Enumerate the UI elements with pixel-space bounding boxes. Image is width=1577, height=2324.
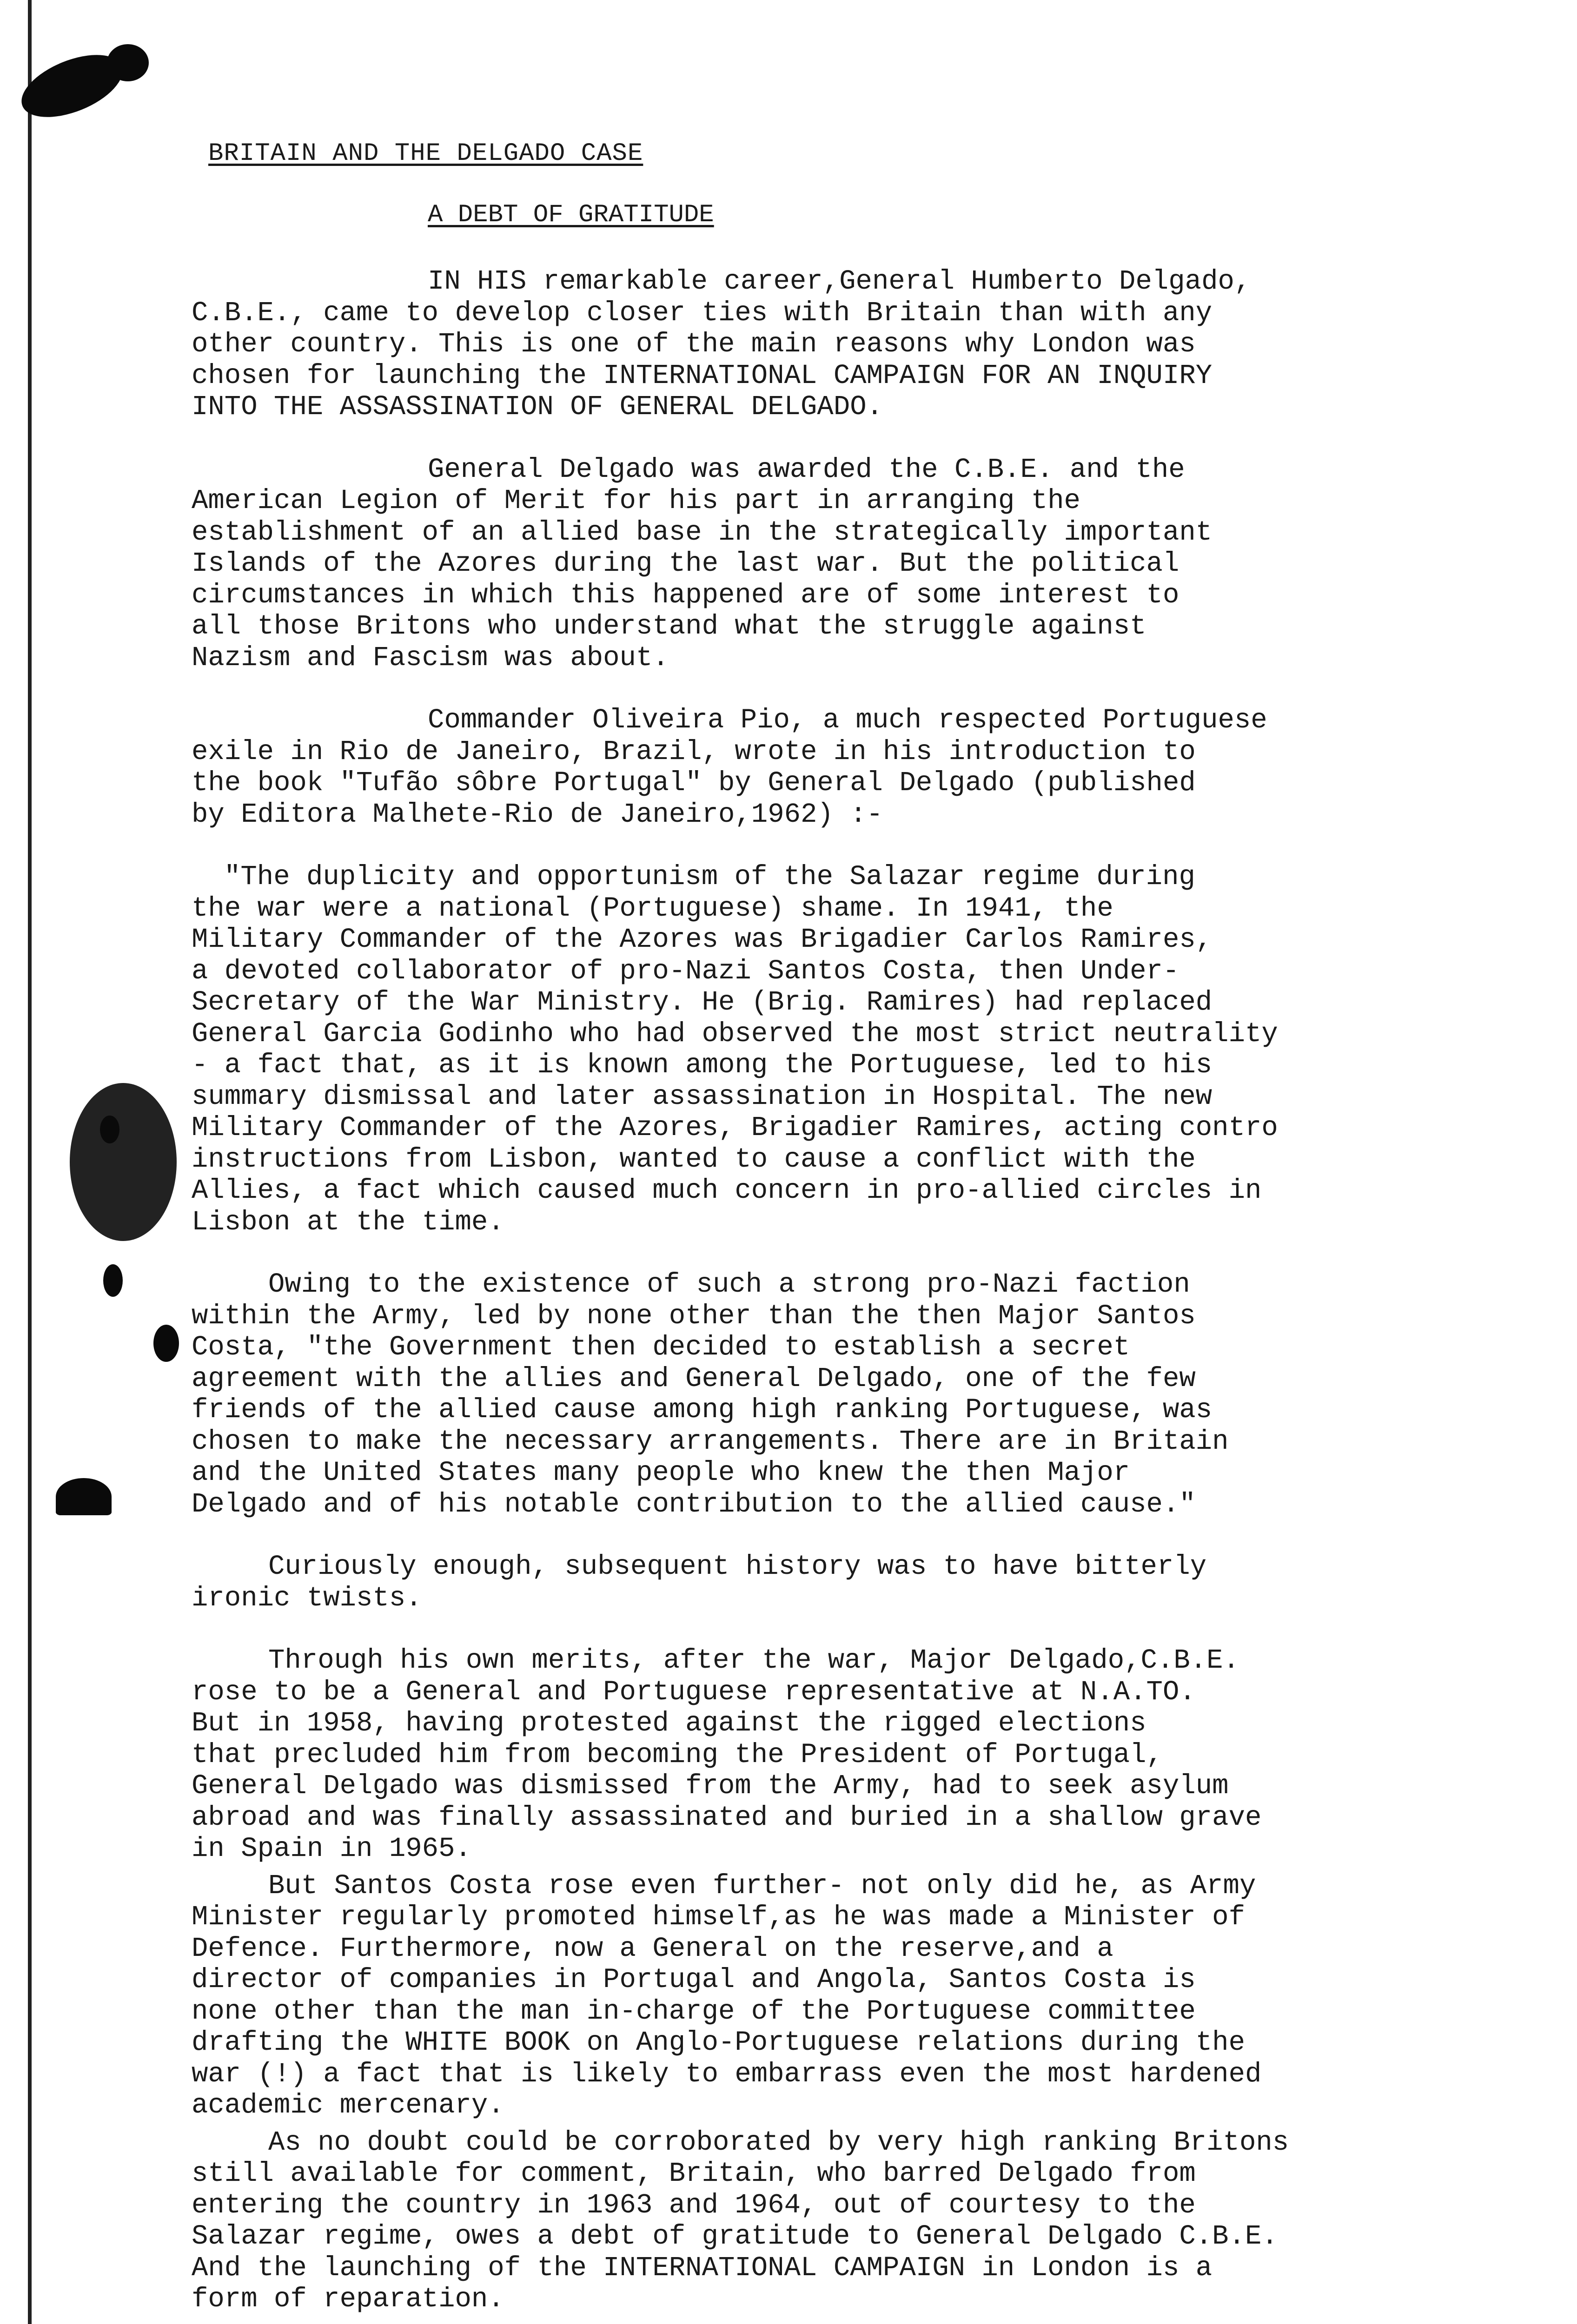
paragraph-debt-of-gratitude: As no doubt could be corroborated by very high ranking Britons still available for comment, Britain, who barred Delgado from entering the country in 1963 and 1964, out of courtesy to the Salazar regime, owes a debt of gratitude to General Delgado C.B.E. And the launching of the INTERNATIONAL CAMPAIGN in London is a form of reparation.	[192, 2126, 1289, 2315]
document-subtitle: A DEBT OF GRATITUDE	[428, 201, 714, 229]
ink-smudge-middle	[70, 1083, 177, 1241]
paragraph-quote-salazar: "The duplicity and opportunism of the Salazar regime during the war were a national (Portuguese) shame. In 1941, the Military Commander of the Azores was Brigadier Carlos Ramires, a devoted collaborator of pro-Nazi Santos Costa, then Under- Secretary of the War Ministry. He (Brig. Ramires) had replaced General Garcia Godinho who had observed the most strict neutrality - a fact that, as it is known among the Portuguese, led to his summary dismissal and later assassination in Hospital. The new Military Commander of the Azores, Brigadier Ramires, acting contro instructions from Lisbon, wanted to cause a conflict with the Allies, a fact which caused much concern in pro-allied circles in Lisbon at the time.	[192, 861, 1278, 1238]
paragraph-cbe-award: General Delgado was awarded the C.B.E. and the American Legion of Merit for his part in arranging the establishment of an allied base in the strategically important Islands of the Azores during the last war. But the political circumstances in which this happened are of some interest to all those Britons who understand what the struggle against Nazism and Fascism was about.	[192, 454, 1213, 673]
ink-mark-wedge	[56, 1478, 112, 1515]
paragraph-delgado-merits: Through his own merits, after the war, Major Delgado,C.B.E. rose to be a General and Portuguese representative at N.A.TO. But in 1958, having protested against the rigged elections that precluded him from becoming the President of Portugal, General Delgado was dismissed from the Army, had to seek asylum abroad and was finally assassinated and buried in a shallow grave in Spain in 1965.	[192, 1645, 1262, 1864]
left-margin-rule	[28, 0, 32, 2324]
ink-mark-middle-small-3	[153, 1325, 179, 1362]
paragraph-intro: IN HIS remarkable career,General Humberto Delgado, C.B.E., came to develop closer ties with Britain than with any other country. This is one of the main reasons why London was chosen for launching the INTERNATIONAL CAMPAIGN FOR AN INQUIRY INTO THE ASSASSINATION OF GENERAL DELGADO.	[192, 266, 1251, 423]
paragraph-santos-costa: But Santos Costa rose even further- not only did he, as Army Minister regularly promoted himself,as he was made a Minister of Defence. Furthermore, now a General on the reserve,and a director of companies in Portugal and Angola, Santos Costa is none other than the man in-charge of the Portuguese committee drafting the WHITE BOOK on Anglo-Portuguese relations during the war (!) a fact that is likely to embarrass even the most hardened academic mercenary.	[192, 1870, 1262, 2121]
ink-mark-middle-small-1	[100, 1116, 119, 1143]
ink-mark-middle-small-2	[103, 1264, 123, 1297]
ink-blot-top-left-tail	[107, 44, 149, 81]
document-body	[192, 266, 1400, 2324]
document-title: BRITAIN AND THE DELGADO CASE	[208, 139, 643, 168]
paragraph-pro-nazi-faction: Owing to the existence of such a strong pro-Nazi faction within the Army, led by none other than the then Major Santos Costa, "the Government then decided to establish a secret agreement with the allies and General Delgado, one of the few friends of the allied cause among high ranking Portuguese, was chosen to make the necessary arrangements. There are in Britain and the United States many people who knew the then Major Delgado and of his notable contribution to the allied cause."	[192, 1269, 1229, 1520]
paragraph-ironic-twists: Curiously enough, subsequent history was to have bitterly ironic twists.	[192, 1551, 1207, 1614]
paragraph-commander-pio: Commander Oliveira Pio, a much respected Portuguese exile in Rio de Janeiro, Brazil, wrote in his introduction to the book "Tufão sôbre Portugal" by General Delgado (published by Editora Malhete-Rio de Janeiro,1962) :-	[192, 705, 1267, 830]
